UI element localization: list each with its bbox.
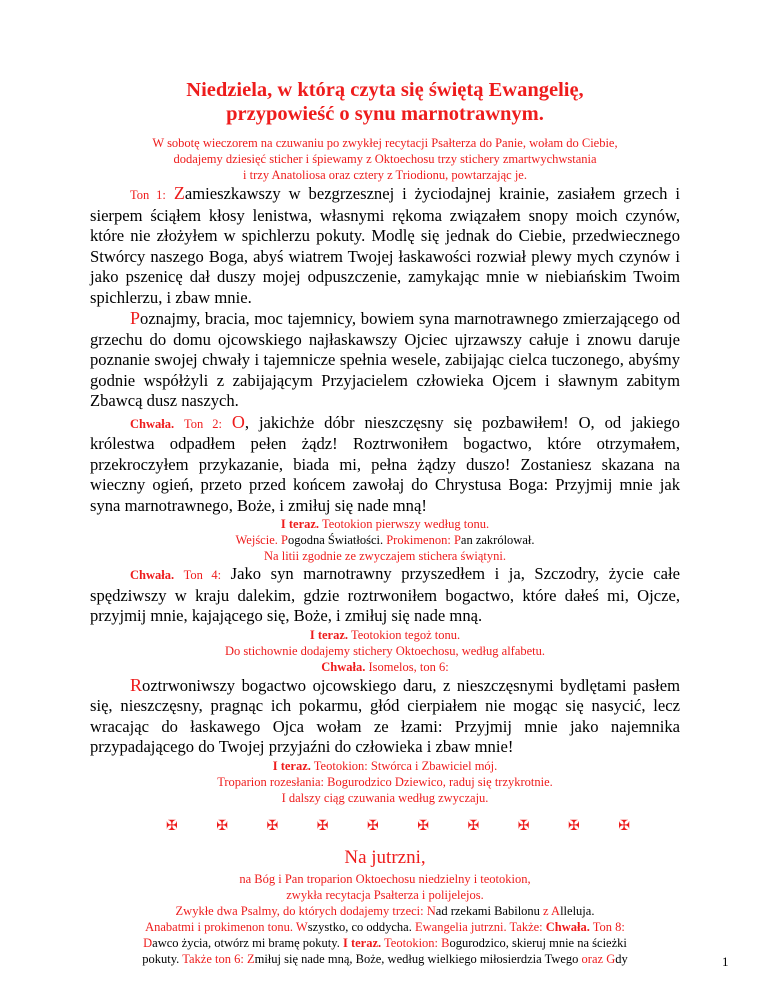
rubric-initial: B	[254, 871, 263, 886]
rubric-text: Wejście.	[235, 533, 278, 547]
cross-ornament-icon: ✠	[316, 818, 329, 834]
rubric-text: Prokimenon:	[386, 533, 451, 547]
initial-letter: R	[130, 674, 143, 695]
glory-label: Chwała.	[130, 416, 175, 431]
cross-ornament-icon: ✠	[216, 818, 228, 834]
sticheron-5	[90, 675, 680, 758]
rubric-incipit: dy	[615, 951, 628, 966]
rubric-text: Isomelos, ton 6:	[368, 659, 449, 674]
cross-ornament-icon: ✠	[467, 818, 480, 834]
rubric-incipit: an zakrólował.	[460, 533, 535, 547]
cross-ornament-icon: ✠	[517, 818, 530, 834]
rubric-text: Do stichownie dodajemy stichery Oktoechosu, według alfabetu.	[224, 643, 546, 658]
rubric-text: I dalszy ciąg czuwania według zwyczaju.	[281, 790, 489, 805]
sticheron-text: , jakichże dóbr nieszczęsny się pozbawiłem! O, od jakiego królestwa odpadłem pełen żądz! Roztrwoniłem bogactwo, które otrzymałem, przekroczyłem przykazanie, biada mi, pełna żądzy duszo! Zostaniesz skazana na wieczny ogień, przeto przed końcem zawołaj do Chrystusa Boga: Przyjmij mnie jak syna marnotrawnego, Boże, i zmiłuj się nade mną!	[90, 412, 680, 515]
initial-letter: O	[231, 411, 245, 432]
rubric-incipit: twórca i Zbawiciel mój.	[377, 758, 498, 773]
intro-line-1: W sobotę wieczorem na czuwaniu po zwykłej recytacji Psałterza do Panie, wołam do Ciebie,	[152, 136, 618, 150]
page-title	[90, 78, 680, 126]
rubric-text: Teotokion tegoż tonu.	[350, 627, 461, 642]
rubric-initial: P	[281, 533, 288, 547]
cross-ornament-icon: ✠	[618, 818, 630, 834]
cross-ornament-icon: ✠	[166, 818, 178, 834]
rubric-text: Ton 8:	[592, 919, 625, 934]
rubric-block-1	[90, 516, 680, 564]
rubric-initial: G	[606, 951, 616, 966]
glory-label: Chwała.	[545, 919, 590, 934]
document-content	[90, 78, 680, 967]
cross-ornament-icon: ✠	[568, 818, 580, 834]
rubric-text: Teotokion:	[384, 935, 439, 950]
and-now-label: I teraz.	[309, 627, 349, 642]
glory-label: Chwała.	[130, 568, 175, 582]
rubric-incipit: awco życia, otwórz mi bramę pokuty.	[152, 935, 340, 950]
rubric-text: Teotokion:	[313, 758, 368, 773]
rubric-initial: S	[370, 758, 378, 773]
glory-label: Chwała.	[321, 659, 366, 674]
intro-line-3: i trzy Anatoliosa oraz cztery z Triodionu, powtarzając je.	[243, 168, 527, 182]
rubric-initial: A	[551, 903, 561, 918]
and-now-label: I teraz.	[280, 517, 320, 531]
initial-letter: P	[130, 308, 141, 328]
rubric-text: na	[239, 871, 252, 886]
sticheron-text: oznajmy, bracia, moc tajemnicy, bowiem syna marnotrawnego zmierzającego od grzechu do domu ojcowskiego najłaskawszy Ojciec ujrzawszy całuje i znowu daruje poznanie swojej chwały i tajemnicze spełnia wesele, zabijając cielca tuczonego, abyśmy godnie współżyli z zabijającym Przyjacielem człowieka Ojcem i sławnym zabitym Zbawcą dusz naszych.	[90, 309, 680, 410]
rubric-text: óg i Pan troparion Oktoechosu niedzielny i teotokion,	[262, 871, 531, 886]
tone-label: Ton 1:	[130, 188, 166, 202]
rubric-incipit: ogurodzico Dziewico, raduj się	[335, 774, 492, 789]
intro-line-2: dodajemy dziesięć sticher i śpiewamy z Oktoechosu trzy stichery zmartwychwstania	[173, 152, 597, 166]
rubric-block-2	[90, 627, 680, 675]
rubric-text: trzykrotnie.	[494, 774, 553, 789]
rubric-initial: W	[295, 919, 308, 934]
cross-ornament-row	[90, 817, 680, 837]
tone-label: Ton 2:	[184, 416, 222, 431]
and-now-label: I teraz.	[272, 758, 311, 773]
sticheron-4	[90, 564, 680, 627]
tone-label: Ton 4:	[183, 568, 222, 582]
rubric-incipit: ogodna Światłości.	[287, 533, 384, 547]
rubric-incipit: miłuj się nade mną, Boże, według wielkiego miłosierdzia Twego	[254, 951, 579, 966]
rubric-incipit: lleluja.	[560, 903, 595, 918]
rubric-initial: N	[426, 903, 436, 918]
and-now-label: I teraz.	[342, 935, 382, 950]
sticheron-text: ako syn marnotrawny przyszedłem i ja, Szczodry, życie całe spędziwszy w kraju dalekim, gdzie roztrwoniłem bogactwo, które dałeś mi, Ojcze, przyjmij mnie, kajającego się, Boże, i zmiłuj się nade mną.	[90, 564, 680, 625]
title-line-2: przypowieść o synu marnotrawnym.	[226, 103, 544, 125]
sticheron-3	[90, 412, 680, 517]
rubric-text: oraz	[581, 951, 604, 966]
rubric-text: Także ton 6:	[182, 951, 244, 966]
rubric-incipit: ad rzekami Babilonu	[435, 903, 540, 918]
rubric-text: Zwykłe dwa Psalmy, do których dodajemy trzeci:	[175, 903, 424, 918]
rubric-initial: B	[327, 774, 336, 789]
cross-ornament-icon: ✠	[417, 818, 429, 834]
cross-ornament-icon: ✠	[266, 818, 279, 834]
rubric-text: Ewangelia jutrzni. Także:	[414, 919, 543, 934]
rubric-initial: D	[143, 935, 153, 950]
matins-rubric	[90, 871, 680, 967]
rubric-initial: B	[441, 935, 450, 950]
sticheron-text: oztrwoniwszy bogactwo ojcowskiego daru, z nieszczęsnymi bydlętami pasłem się, nieszczęsny, pragnąc ich pokarmu, głód cierpiałem nie mogąc się nasycić, lecz wracając do łaskawego Ojca wołam ze łzami: Przyjmij mnie jako najemnika przypadającego do Twojej przyjaźni do człowieka i zbaw mnie!	[90, 675, 680, 756]
rubric-text: Na litii zgodnie ze zwyczajem stichera świątyni.	[264, 549, 506, 563]
rubric-incipit: pokuty.	[142, 951, 180, 966]
initial-letter: J	[230, 564, 238, 583]
title-line-1: Niedziela, w którą czyta się świętą Ewangelię,	[186, 79, 584, 101]
rubric-text: Teotokion pierwszy według tonu.	[321, 517, 490, 531]
sticheron-text: amieszkawszy w bezgrzesznej i życiodajnej krainie, zasiałem grzech i sierpem ściąłem kłosy lenistwa, własnymi rękoma związałem snopy moich czynów, które nie złożyłem w spichlerzu pokuty. Modlę się jednak do Ciebie, przedwiecznego Stwórcy naszego Boga, abyś wiatrem Twojej łaskawości rozwiał plewy mych czynów i jako pszenicę dał duszy mojej odpuszczenie, zamykając mnie w niebiańskim Twoim spichlerzu, i zbaw mnie.	[90, 184, 680, 307]
rubric-block-3	[90, 758, 680, 806]
sticheron-2	[90, 308, 680, 412]
rubric-text: Anabatmi i prokimenon tonu.	[145, 919, 293, 934]
rubric-initial: Z	[246, 951, 255, 966]
intro-rubric	[90, 135, 680, 183]
rubric-incipit: szystko, co oddycha.	[307, 919, 412, 934]
rubric-text: Troparion rozesłania:	[217, 774, 325, 789]
cross-ornament-icon: ✠	[367, 818, 379, 834]
sticheron-1	[90, 183, 680, 308]
rubric-text: z	[543, 903, 549, 918]
rubric-incipit: ogurodzico, skieruj mnie na ścieżki	[449, 935, 627, 950]
matins-heading: Na jutrzni,	[344, 846, 426, 868]
rubric-initial: P	[453, 533, 461, 547]
rubric-text: zwykła recytacja Psałterza i polijelejos.	[286, 887, 484, 902]
initial-letter: Z	[173, 183, 185, 203]
page-number: 1	[722, 954, 729, 969]
